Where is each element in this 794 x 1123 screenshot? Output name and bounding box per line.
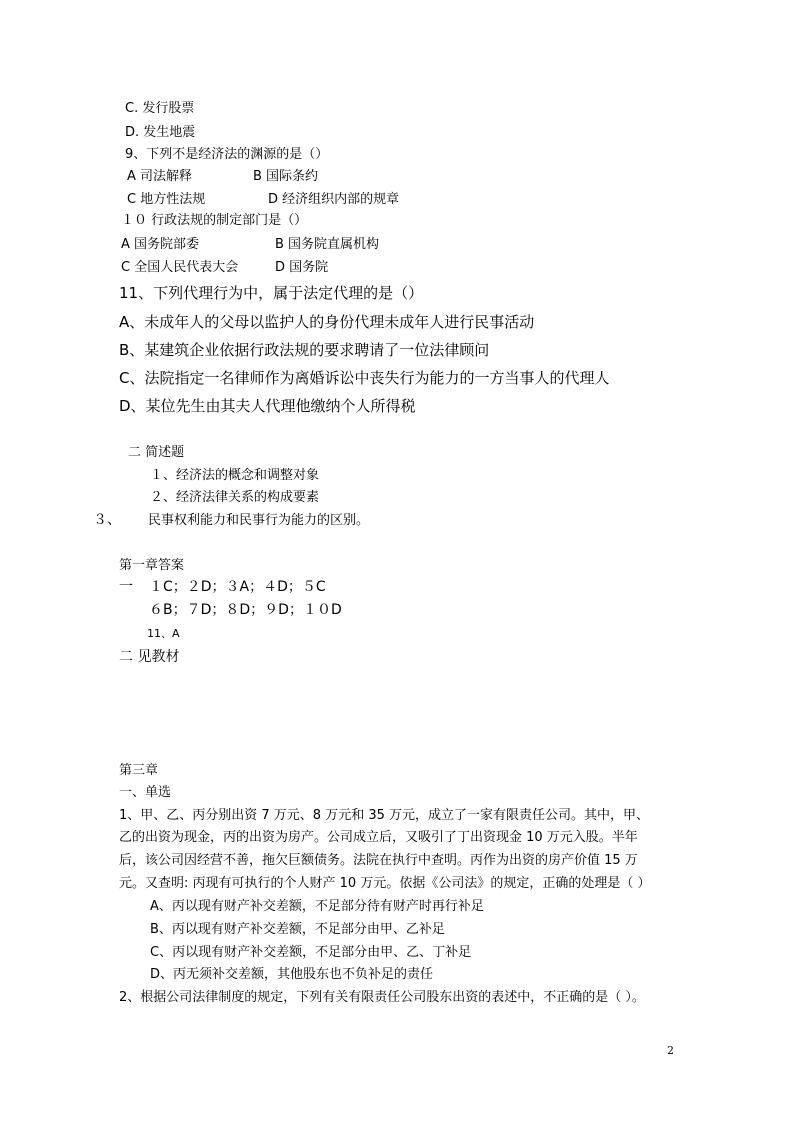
answers-line-2: ６B；７D；８D；９D；１０D: [149, 602, 342, 618]
question-9-option-b: B 国际条约: [253, 169, 319, 184]
question-11-option-b: B、某建筑企业依据行政法规的要求聘请了一位法律顾问: [119, 341, 490, 359]
answers-line-1: １C；２D；３A；４D；５C: [149, 579, 326, 595]
question-9-option-c: C 地方性法规: [127, 192, 206, 207]
question-9: 9、下列不是经济法的渊源的是（）: [125, 147, 329, 162]
question-9-option-a: A 司法解释: [127, 169, 193, 184]
section-2-item-3-text: 民事权利能力和民事行为能力的区别。: [148, 513, 370, 528]
question-11-option-d: D、某位先生由其夫人代理他缴纳个人所得税: [119, 397, 416, 415]
question-11-option-c: C、法院指定一名律师作为离婚诉讼中丧失行为能力的一方当事人的代理人: [119, 369, 610, 387]
question-10-option-d: D 国务院: [275, 260, 329, 275]
section-2-heading: 二 简述题: [128, 445, 185, 460]
chapter-3-title: 第三章: [119, 763, 159, 778]
question-11-option-a: A、未成年人的父母以监护人的身份代理未成年人进行民事活动: [119, 313, 535, 331]
chapter-3-question-1-line-2: 乙的出资为现金，丙的出资为房产。公司成立后，又吸引了丁出资现金 10 万元入股。半年: [119, 830, 638, 845]
chapter-3-question-1-line-3: 后，该公司因经营不善，拖欠巨额债务。法院在执行中查明。丙作为出资的房产价值 15 万: [119, 853, 638, 868]
question-10-option-a: A 国务院部委: [121, 237, 200, 252]
answers-part-1-label: 一: [119, 579, 133, 595]
option-d-earthquake: D. 发生地震: [125, 125, 196, 140]
section-2-item-1: １、经济法的概念和调整对象: [150, 468, 320, 483]
section-2-item-2: ２、经济法律关系的构成要素: [150, 490, 320, 505]
section-2-item-3-number: ３、: [93, 512, 121, 528]
chapter-3-question-1-option-b: B、丙以现有财产补交差额，不足部分由甲、乙补足: [150, 922, 445, 937]
answers-part-2: 二 见教材: [119, 649, 180, 665]
option-c-issue-stock: C. 发行股票: [125, 101, 195, 116]
question-11: 11、下列代理行为中，属于法定代理的是（）: [119, 284, 424, 302]
page-number: 2: [667, 1044, 674, 1057]
chapter-3-question-2: 2、根据公司法律制度的规定，下列有关有限责任公司股东出资的表述中，不正确的是（ ）。: [119, 990, 645, 1005]
chapter-3-question-1-line-1: 1、甲、乙、丙分别出资 7 万元、8 万元和 35 万元，成立了一家有限责任公司。其中，甲、: [119, 808, 650, 823]
answers-line-3: 11、A: [147, 627, 180, 640]
question-9-option-d: D 经济组织内部的规章: [268, 192, 400, 207]
chapter-3-question-1-option-a: A、丙以现有财产补交差额，不足部分待有财产时再行补足: [150, 899, 484, 914]
chapter-3-question-1-line-4: 元。又查明: 丙现有可执行的个人财产 10 万元。依据《公司法》的规定，正确的处理是（ ）: [119, 876, 651, 891]
question-10: １０ 行政法规的制定部门是（）: [121, 213, 308, 228]
question-10-option-c: C 全国人民代表大会: [121, 260, 239, 275]
chapter-3-section-1: 一、单选: [119, 785, 172, 800]
question-10-option-b: B 国务院直属机构: [275, 237, 380, 252]
chapter-3-question-1-option-d: D、丙无须补交差额，其他股东也不负补足的责任: [150, 967, 434, 982]
chapter-3-question-1-option-c: C、丙以现有财产补交差额，不足部分由甲、乙、丁补足: [150, 945, 472, 960]
chapter-1-answers-title: 第一章答案: [119, 558, 185, 573]
